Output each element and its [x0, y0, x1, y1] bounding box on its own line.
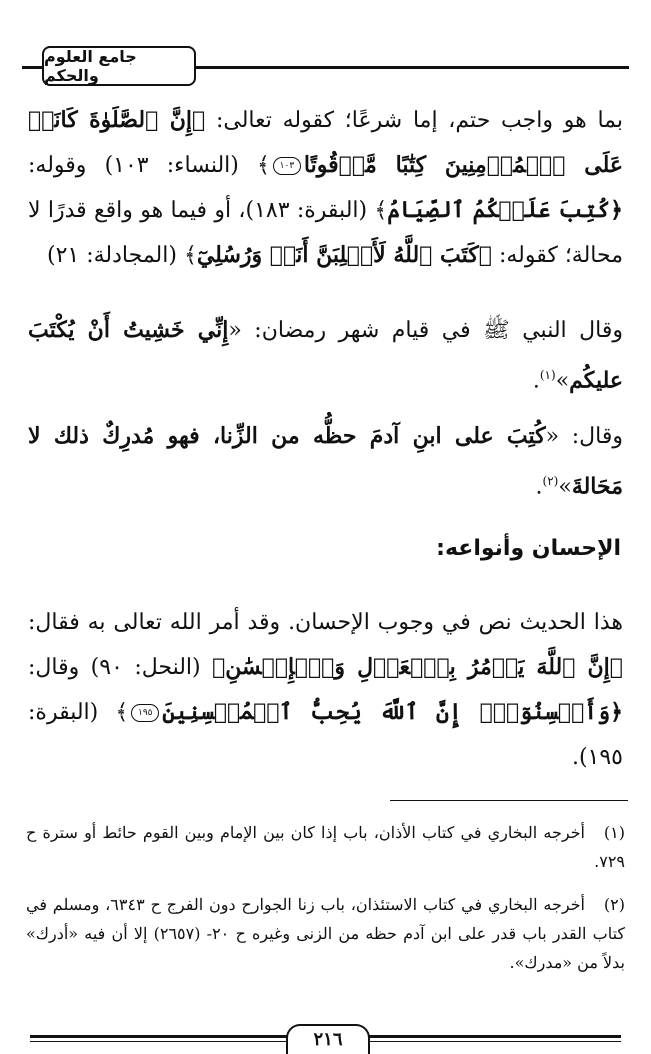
- footnote-separator: [390, 800, 628, 801]
- footnote-1: [26, 818, 625, 876]
- hadith-text-2: كُتِبَ على ابنِ آدمَ حظُّه من الزِّنا، فهو مُدرِكٌ ذلك لا مَحَالةَ: [28, 423, 623, 500]
- footnote-ref-1: (١): [539, 368, 556, 382]
- p4-text-b: (النحل: ٩٠) وقال:: [28, 655, 213, 680]
- p3-end: .: [535, 474, 543, 500]
- footnote-number: (١): [603, 823, 625, 842]
- quran-quote-baqarah-183: ﴿كُتِبَ عَلَيۡكُمُ ٱلصِّيَامُ: [387, 197, 623, 223]
- p2-text-b: »: [555, 368, 570, 394]
- p4-text-c: ﴾ (البقرة: ١٩٥).: [28, 700, 623, 770]
- p1-text-d: ﴾ (المجادلة: ٢١): [47, 243, 197, 268]
- footnote-ref-2: (٢): [542, 474, 559, 488]
- paragraph-3: [28, 414, 623, 509]
- footnote-2: [26, 890, 625, 977]
- footnote-number: (٢): [603, 895, 625, 914]
- p3-text-a: وقال: «: [545, 424, 623, 449]
- header-rule-right: [22, 66, 42, 69]
- hadith-text-1: إِنِّي خَشِيتُ أَنْ يُكْتَبَ عليكُم: [28, 317, 623, 394]
- p4-text-a: هذا الحديث نص في وجوب الإحسان. وقد أمر الله تعالى به فقال:: [28, 610, 623, 635]
- section-heading: الإحسان وأنواعه:: [436, 536, 621, 561]
- paragraph-4: [28, 600, 623, 780]
- p3-text-b: »: [558, 474, 572, 500]
- running-title: جامع العلوم والحكم: [42, 46, 196, 86]
- ayah-marker-195: ١٩٥: [131, 704, 159, 722]
- p2-text-a: وقال النبي ﷺ في قيام شهر رمضان: «: [228, 318, 623, 343]
- footnote-text: أخرجه البخاري في كتاب الأذان، باب إذا كان بين الإمام وبين القوم حائط أو سترة ح ٧٢٩.: [26, 823, 625, 871]
- p1-text-c: ﴾ (البقرة: ١٨٣)، أو فيما هو واقع قدرًا لا محالة؛ كقوله:: [28, 198, 623, 268]
- p2-end: .: [532, 368, 540, 394]
- quran-quote-nahl: ﴿إِنَّ ٱللَّهَ يَأۡمُرُ بِٱلۡعَدۡلِ وَٱلۡإِحۡسَٰنِ﴾: [212, 654, 623, 680]
- p1-text-b: ﴾ (النساء: ١٠٣) وقوله:: [28, 153, 270, 178]
- quran-quote-mujadilah: ﴿كَتَبَ ٱللَّهُ لَأَغۡلِبَنَّ أَنَا۠ وَرُسُلِيٓ: [196, 242, 492, 268]
- footnote-text: أخرجه البخاري في كتاب الاستئذان، باب زنا الجوارح دون الفرج ح ٦٣٤٣، ومسلم في كتاب القدر باب قدر على ابن آدم حظه من الزنى وغيره ح ٢٠- (٢٦٥٧) إلا أن فيه «أدرك» بدلاً من «مدرك».: [26, 895, 626, 972]
- header-rule: [190, 66, 629, 69]
- p1-text-a: بما هو واجب حتم، إما شرعًا؛ كقوله تعالى:: [205, 108, 624, 133]
- quran-quote-nisa: ﴿إِنَّ ٱلصَّلَوٰةَ كَانَتۡ عَلَى ٱلۡمُؤۡمِنِينَ كِتَٰبًا مَّوۡقُوتًا: [28, 107, 623, 178]
- quran-quote-baqarah-195: ﴿وَأَحۡسِنُوٓاْۚ إِنَّ ٱللَّهَ يُحِبُّ ٱلۡمُحۡسِنِينَ: [162, 699, 623, 725]
- paragraph-1: [28, 98, 623, 278]
- ayah-marker-103: ١٠٣: [273, 157, 301, 175]
- paragraph-2: [28, 308, 623, 403]
- page-number: ٢١٦: [286, 1024, 370, 1054]
